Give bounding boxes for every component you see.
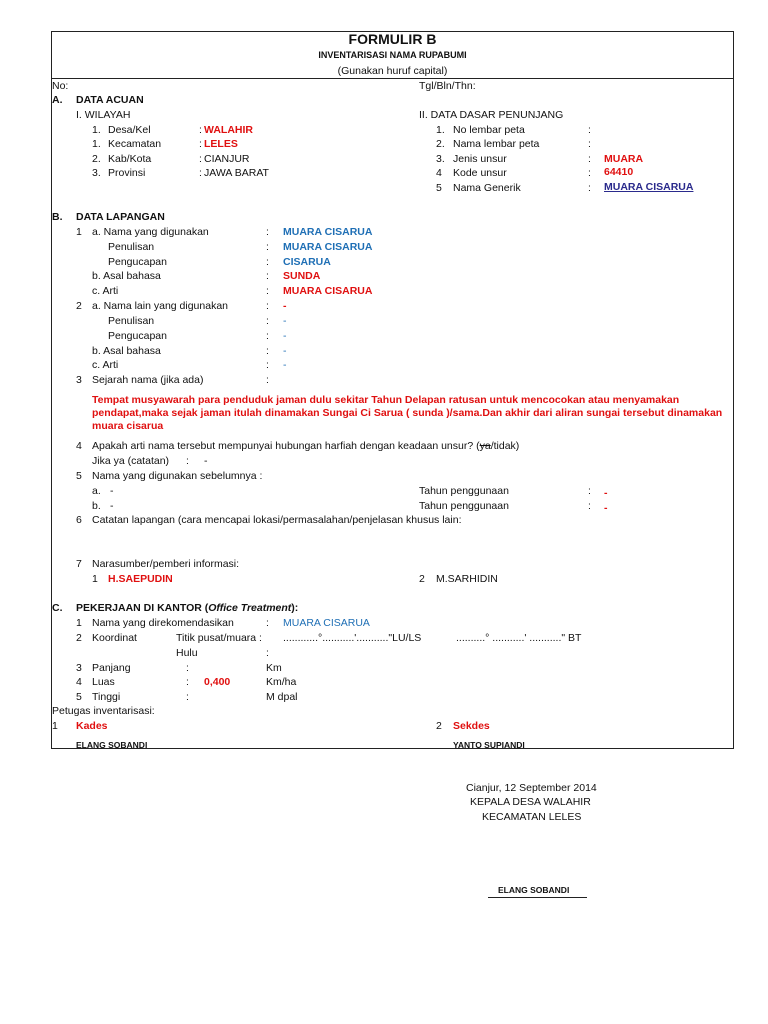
narasumber-2-num: 2 bbox=[419, 573, 425, 585]
petugas-2-num: 2 bbox=[436, 720, 442, 732]
tahun-sep: : bbox=[588, 500, 591, 512]
tahun-sep: : bbox=[588, 485, 591, 497]
petugas-label: Petugas inventarisasi: bbox=[52, 705, 155, 717]
item2-value: - bbox=[283, 300, 287, 312]
item-4-num: 4 bbox=[76, 440, 82, 452]
form-title: FORMULIR B bbox=[348, 31, 437, 47]
item1-label: b. Asal bahasa bbox=[92, 270, 161, 282]
wilayah-num: 3. bbox=[92, 167, 101, 179]
item1-value-penulisan: MUARA CISARUA bbox=[283, 241, 373, 253]
item2-label: a. Nama lain yang digunakan bbox=[92, 300, 229, 312]
item-7-num: 7 bbox=[76, 558, 82, 570]
form-subtitle: INVENTARISASI NAMA RUPABUMI bbox=[318, 50, 467, 60]
penunjang-label: II. DATA DASAR PENUNJANG bbox=[419, 109, 564, 121]
item1-label: Penulisan bbox=[108, 241, 155, 253]
penunjang-sep: : bbox=[588, 182, 591, 194]
item2-label: c. Arti bbox=[92, 359, 119, 371]
item2-label: Penulisan bbox=[108, 315, 155, 327]
penunjang-sep: : bbox=[588, 153, 591, 165]
item1-label: c. Arti bbox=[92, 285, 119, 297]
item1-sep: : bbox=[266, 285, 269, 297]
wilayah-label-provinsi: Provinsi bbox=[108, 167, 146, 179]
section-b-title: DATA LAPANGAN bbox=[76, 211, 165, 223]
option-ya-struck: ya bbox=[479, 440, 491, 452]
wilayah-label-kecamatan: Kecamatan bbox=[108, 138, 162, 150]
date-field: Tgl/Bln/Thn: bbox=[419, 80, 476, 92]
item-5-num: 5 bbox=[76, 470, 82, 482]
rekomendasi-label: Nama yang direkomendasikan bbox=[92, 617, 234, 629]
item-6-num: 6 bbox=[76, 514, 82, 526]
tinggi-unit: M dpal bbox=[266, 691, 298, 703]
tahun-label: Tahun penggunaan bbox=[419, 500, 509, 512]
item2-sep: : bbox=[266, 359, 269, 371]
penunjang-value-kode: 64410 bbox=[604, 166, 634, 178]
section-c-title: PEKERJAAN DI KANTOR (Office Treatment): bbox=[76, 602, 299, 614]
c-row-num: 2 bbox=[76, 632, 82, 644]
c-row-num: 5 bbox=[76, 691, 82, 703]
penunjang-value-generik: MUARA CISARUA bbox=[604, 181, 694, 193]
item1-sep: : bbox=[266, 270, 269, 282]
tinggi-sep: : bbox=[186, 691, 189, 703]
petugas-1-num: 1 bbox=[52, 720, 58, 732]
panjang-label: Panjang bbox=[92, 662, 131, 674]
penunjang-sep: : bbox=[588, 167, 591, 179]
item1-value-bahasa: SUNDA bbox=[283, 270, 321, 282]
tinggi-label: Tinggi bbox=[92, 691, 121, 703]
item2-value: - bbox=[283, 359, 287, 371]
penunjang-num: 2. bbox=[436, 138, 445, 150]
penunjang-num: 5 bbox=[436, 182, 442, 194]
luas-unit: Km/ha bbox=[266, 676, 297, 688]
sejarah-text: Tempat musyawarah para penduduk jaman dulu sekitar Tahun Delapan ratusan untuk mencocokan atau menyamakan pendapat,maka sejak jaman itulah dinamakan Sungai Ci Sarua ( sunda )/sama.Dan akhir dari aliran sungai tersebut dinamakan muara cisarua bbox=[92, 394, 723, 432]
wilayah-value-provinsi: JAWA BARAT bbox=[204, 167, 269, 179]
petugas-2-name: YANTO SUPIANDI bbox=[453, 740, 525, 750]
wilayah-value-kab: CIANJUR bbox=[204, 153, 250, 165]
signature-underline bbox=[488, 897, 587, 898]
item2-label: b. Asal bahasa bbox=[92, 345, 161, 357]
item1-value-arti: MUARA CISARUA bbox=[283, 285, 373, 297]
section-a-letter: A. bbox=[52, 94, 63, 106]
signatory-district: KECAMATAN LELES bbox=[482, 811, 582, 823]
item1-sep: : bbox=[266, 256, 269, 268]
hulu-sep: : bbox=[266, 647, 269, 659]
item2-value: - bbox=[283, 315, 287, 327]
item2-label: Pengucapan bbox=[108, 330, 167, 342]
penunjang-label-generik: Nama Generik bbox=[453, 182, 521, 194]
wilayah-label-desa: Desa/Kel bbox=[108, 124, 151, 136]
narasumber-2-name: M.SARHIDIN bbox=[436, 573, 498, 585]
item1-label: a. Nama yang digunakan bbox=[92, 226, 209, 238]
petugas-1-role: Kades bbox=[76, 720, 108, 732]
jika-ya-value: - bbox=[204, 455, 208, 467]
item-1-num: 1 bbox=[76, 226, 82, 238]
penunjang-label-jenis: Jenis unsur bbox=[453, 153, 507, 165]
c-row-num: 4 bbox=[76, 676, 82, 688]
narasumber-label: Narasumber/pemberi informasi: bbox=[92, 558, 240, 570]
rekomendasi-value: MUARA CISARUA bbox=[283, 617, 370, 629]
prev-name-value: - bbox=[110, 485, 114, 497]
item-2-num: 2 bbox=[76, 300, 82, 312]
titik-pusat-label: Titik pusat/muara : bbox=[176, 632, 262, 644]
nama-sebelumnya-label: Nama yang digunakan sebelumnya : bbox=[92, 470, 263, 482]
hubungan-question: Apakah arti nama tersebut mempunyai hubungan harfiah dengan keadaan unsur? (ya/tidak) bbox=[92, 440, 520, 452]
item1-sep: : bbox=[266, 226, 269, 238]
no-field: No: bbox=[52, 80, 69, 92]
item-3-num: 3 bbox=[76, 374, 82, 386]
c-row-num: 1 bbox=[76, 617, 82, 629]
item1-label: Pengucapan bbox=[108, 256, 167, 268]
hulu-label: Hulu bbox=[176, 647, 198, 659]
penunjang-num: 1. bbox=[436, 124, 445, 136]
narasumber-1-num: 1 bbox=[92, 573, 98, 585]
jika-ya-label: Jika ya (catatan) bbox=[92, 455, 170, 467]
section-c-letter: C. bbox=[52, 602, 63, 614]
penunjang-num: 4 bbox=[436, 167, 442, 179]
item2-sep: : bbox=[266, 345, 269, 357]
koordinat-label: Koordinat bbox=[92, 632, 137, 644]
section-b-letter: B. bbox=[52, 211, 63, 223]
penunjang-label-nama-lembar: Nama lembar peta bbox=[453, 138, 540, 150]
wilayah-num: 1. bbox=[92, 138, 101, 150]
tahun-label: Tahun penggunaan bbox=[419, 485, 509, 497]
panjang-sep: : bbox=[186, 662, 189, 674]
prev-name-letter: b. bbox=[92, 500, 101, 512]
luas-sep: : bbox=[186, 676, 189, 688]
luas-label: Luas bbox=[92, 676, 115, 688]
sejarah-sep: : bbox=[266, 374, 269, 386]
wilayah-sep: : bbox=[199, 124, 202, 136]
item1-value-pengucapan: CISARUA bbox=[283, 256, 331, 268]
wilayah-num: 2. bbox=[92, 153, 101, 165]
penunjang-value-jenis: MUARA bbox=[604, 153, 644, 165]
tahun-value: - bbox=[604, 487, 608, 499]
wilayah-sep: : bbox=[199, 153, 202, 165]
tahun-value: - bbox=[604, 502, 608, 514]
penunjang-label-kode: Kode unsur bbox=[453, 167, 507, 179]
signatory-role: KEPALA DESA WALAHIR bbox=[470, 796, 591, 808]
item2-value: - bbox=[283, 345, 287, 357]
luas-value: 0,400 bbox=[204, 676, 231, 688]
item2-value: - bbox=[283, 330, 287, 342]
petugas-1-name: ELANG SOBANDI bbox=[76, 740, 148, 750]
section-a-title: DATA ACUAN bbox=[76, 94, 144, 106]
jika-ya-sep: : bbox=[186, 455, 189, 467]
wilayah-sep: : bbox=[199, 138, 202, 150]
catatan-lapangan-label: Catatan lapangan (cara mencapai lokasi/permasalahan/penjelasan khusus lain: bbox=[92, 514, 462, 526]
item1-value-nama: MUARA CISARUA bbox=[283, 226, 373, 238]
panjang-unit: Km bbox=[266, 662, 282, 674]
c-row-num: 3 bbox=[76, 662, 82, 674]
penunjang-sep: : bbox=[588, 124, 591, 136]
wilayah-num: 1. bbox=[92, 124, 101, 136]
wilayah-value-kecamatan: LELES bbox=[204, 138, 238, 150]
rekomendasi-sep: : bbox=[266, 617, 269, 629]
wilayah-label-kab: Kab/Kota bbox=[108, 153, 152, 165]
wilayah-value-desa: WALAHIR bbox=[204, 124, 253, 136]
form-note: (Gunakan huruf capital) bbox=[337, 65, 448, 77]
penunjang-sep: : bbox=[588, 138, 591, 150]
item2-sep: : bbox=[266, 330, 269, 342]
penunjang-label-no-lembar: No lembar peta bbox=[453, 124, 525, 136]
prev-name-letter: a. bbox=[92, 485, 101, 497]
wilayah-label: I. WILAYAH bbox=[76, 109, 131, 121]
prev-name-value: - bbox=[110, 500, 114, 512]
koordinat-bt: ..........° ...........' ..........." BT bbox=[456, 632, 582, 644]
signatory-name: ELANG SOBANDI bbox=[498, 885, 570, 895]
sejarah-label: Sejarah nama (jika ada) bbox=[92, 374, 204, 386]
item1-sep: : bbox=[266, 241, 269, 253]
narasumber-1-name: H.SAEPUDIN bbox=[108, 573, 173, 585]
wilayah-sep: : bbox=[199, 167, 202, 179]
item2-sep: : bbox=[266, 300, 269, 312]
item2-sep: : bbox=[266, 315, 269, 327]
petugas-2-role: Sekdes bbox=[453, 720, 490, 732]
penunjang-num: 3. bbox=[436, 153, 445, 165]
place-date: Cianjur, 12 September 2014 bbox=[466, 782, 597, 794]
koordinat-lu: ............°...........'..........."LU/LS bbox=[283, 632, 422, 644]
